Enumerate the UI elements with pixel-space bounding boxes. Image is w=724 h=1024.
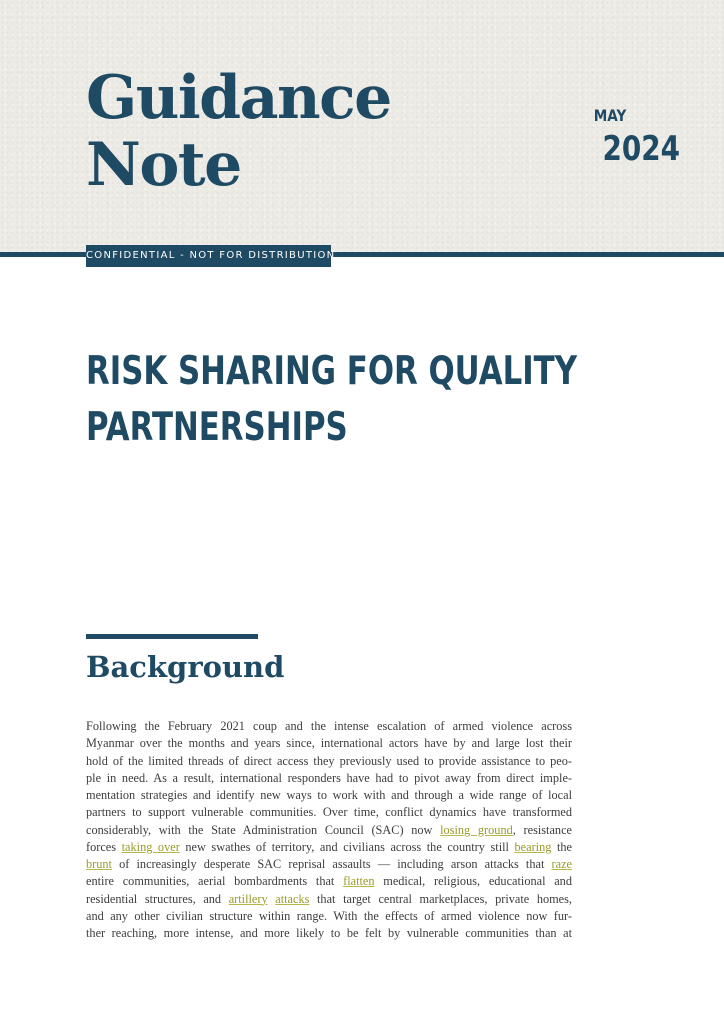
body-text-run: , resistance [512,822,572,837]
document-title-line-2: PARTNERSHIPS [86,405,348,450]
confidential-badge: CONFIDENTIAL - NOT FOR DISTRIBUTION [86,245,331,267]
inline-link[interactable]: attacks [275,891,310,906]
inline-link[interactable]: raze [551,857,572,871]
body-text-line [86,891,572,908]
date-month: MAY [593,106,627,125]
body-text-line [86,925,572,942]
body-text-line [86,873,572,890]
body-text-run: partners to support vulnerable communities. Over time, conflict dynamics have transformed [86,805,572,820]
section-divider [86,634,258,639]
inline-link[interactable]: taking over [121,839,180,854]
body-text-line [86,753,572,770]
body-text-run: and any other civilian structure within range. With the effects of armed violence now fur- [86,908,572,923]
body-text-line [86,718,572,735]
body-text-line [86,787,572,804]
body-text-line [86,908,572,925]
guidance-title-line-2: Note [86,130,241,200]
date-year: 2024 [602,129,681,169]
body-text-run: of increasingly desperate SAC reprisal assaults — including arson attacks that [111,857,552,871]
inline-link[interactable]: artillery [228,891,268,906]
body-text-run: Following the February 2021 coup and the intense escalation of armed violence across [86,719,572,733]
body-text-run: considerably, with the State Administration Council (SAC) now [86,822,441,837]
body-text-run: hold of the limited threads of direct access they previously used to provide assistance to peo- [86,753,572,768]
guidance-title-line-1: Guidance [86,63,391,133]
document-title-line-1: RISK SHARING FOR QUALITY [86,349,578,394]
body-text-line [86,856,572,873]
inline-link[interactable]: bearing [514,839,552,854]
body-text-run: residential structures, and [86,891,229,906]
inline-link[interactable]: flatten [343,874,375,889]
inline-link[interactable]: brunt [86,857,112,871]
body-text-run: ther reaching, more intense, and more likely to be felt by vulnerable communities than at [86,926,572,940]
body-text-run: ple in need. As a result, international responders have had to pivot away from direct imple- [86,770,572,785]
body-text-run: new swathes of territory, and civilians across the country still [179,839,515,854]
body-text-line [86,735,572,752]
body-text-run: mentation strategies and identify new ways to work with and through a wide range of local [86,788,572,802]
header-banner [0,0,724,253]
body-text-run: the [551,839,572,854]
body-text-run: that target central marketplaces, private homes, [309,891,573,906]
section-heading: Background [86,650,285,684]
body-text-run: entire communities, aerial bombardments that [86,874,344,889]
body-text-line [86,770,572,787]
body-text-line [86,822,572,839]
body-text-line [86,839,572,856]
body-text-run: Myanmar over the months and years since, international actors have by and large lost their [86,736,572,751]
body-text-run: forces [86,839,122,854]
body-text-run: medical, religious, educational and [374,874,572,889]
inline-link[interactable]: losing ground [440,822,513,837]
body-text-line [86,804,572,821]
